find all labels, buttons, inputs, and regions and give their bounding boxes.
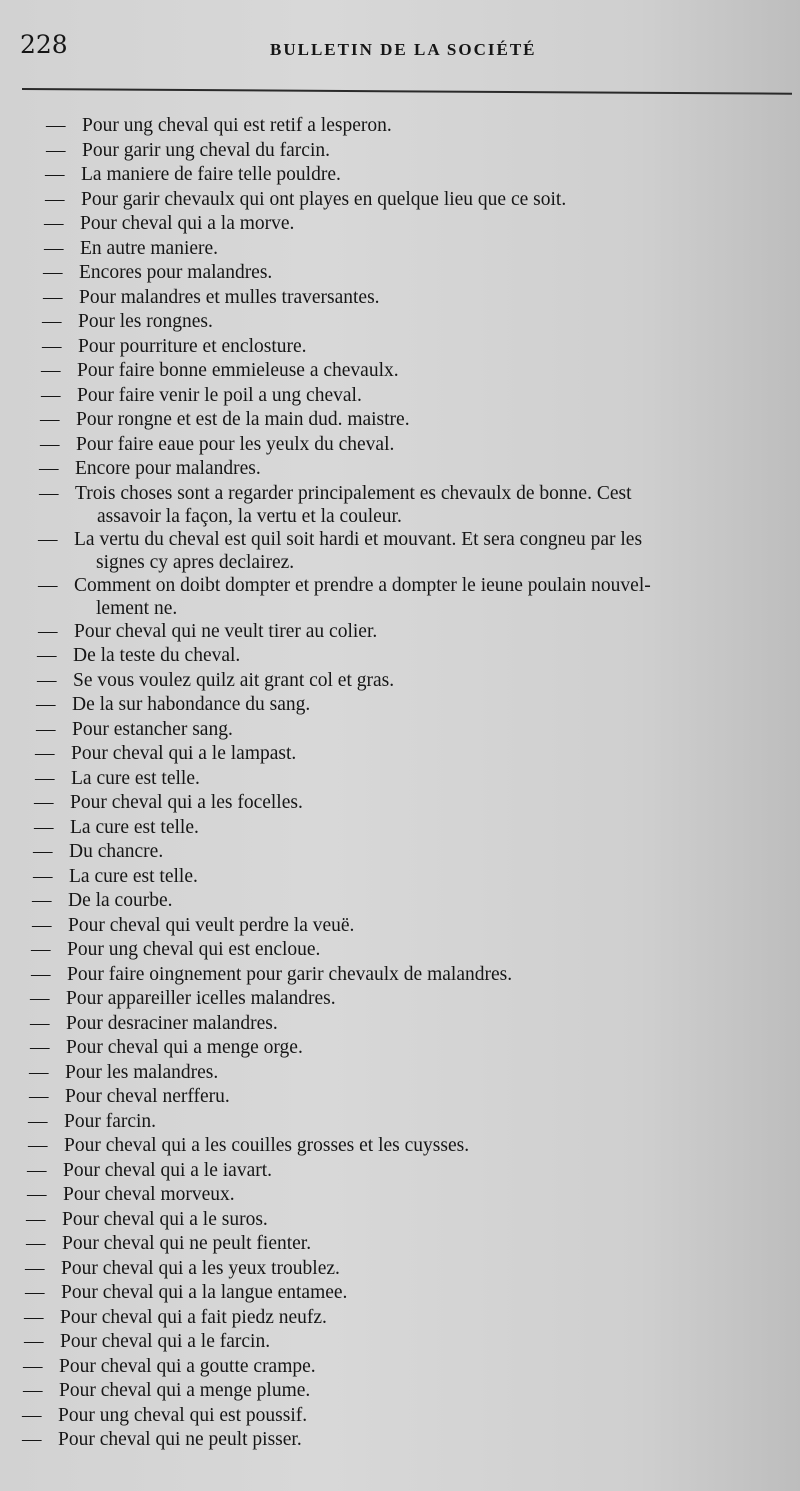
list-item: [29, 1085, 800, 1110]
entry-dash: —: [25, 1257, 45, 1279]
list-item: [39, 457, 800, 482]
list-item: [30, 987, 800, 1012]
entry-dash: —: [27, 1159, 47, 1181]
entry-text: Pour cheval qui a goutte crampe.: [59, 1355, 316, 1377]
entry-text: Pour cheval qui a les yeux troublez.: [61, 1257, 340, 1279]
list-item: [34, 816, 800, 841]
entry-text: Pour farcin.: [64, 1110, 157, 1132]
entry-dash: —: [24, 1306, 44, 1328]
entry-dash: —: [31, 963, 51, 985]
entry-text: Pour cheval qui a le suros.: [62, 1208, 268, 1230]
entry-text: Pour ung cheval qui est poussif.: [58, 1404, 308, 1426]
entry-text: La maniere de faire telle pouldre.: [81, 164, 341, 185]
entry-dash: —: [39, 482, 59, 504]
entry-dash: —: [43, 262, 63, 283]
list-item: [38, 620, 800, 645]
entry-dash: —: [29, 1086, 49, 1107]
entry-text: Pour cheval qui a le iavart.: [63, 1159, 273, 1181]
entry-text: Pour cheval qui a les couilles grosses et les cuysses.: [64, 1135, 470, 1156]
list-item: [36, 693, 800, 718]
list-item: [46, 114, 800, 139]
entry-dash: —: [44, 237, 64, 259]
list-item: [24, 1306, 800, 1331]
entry-text: Pour appareiller icelles malandres.: [66, 988, 336, 1009]
list-item: [24, 1330, 800, 1355]
entry-dash: —: [40, 409, 60, 430]
entry-text: Se vous voulez quilz ait grant col et gras.: [73, 669, 395, 691]
entry-dash: —: [30, 988, 50, 1009]
entry-dash: —: [42, 311, 62, 332]
list-item: [40, 408, 800, 433]
entry-text: Pour cheval qui a le lampast.: [71, 743, 297, 764]
entry-dash: —: [39, 458, 59, 479]
entry-dash: —: [40, 433, 60, 455]
entry-text: Pour faire oingnement pour garir chevaulx de malandres.: [67, 963, 513, 985]
entry-dash: —: [30, 1012, 50, 1034]
entry-text: La cure est telle.: [71, 767, 200, 789]
entry-dash: —: [23, 1355, 43, 1377]
list-item: [27, 1183, 800, 1208]
entry-text: Pour cheval qui a menge plume.: [59, 1380, 311, 1401]
page-number: 228: [20, 30, 68, 59]
entry-dash: —: [33, 841, 53, 862]
list-item: [41, 384, 800, 409]
entry-text: Pour cheval nerfferu.: [65, 1086, 230, 1107]
entry-text: Pour faire eaue pour les yeulx du cheval.: [76, 433, 395, 455]
list-item: [32, 914, 800, 939]
list-item: [28, 1134, 800, 1159]
entry-dash: —: [46, 115, 66, 136]
entry-text: De la teste du cheval.: [73, 645, 241, 666]
entry-text: Pour rongne et est de la main dud. maistre.: [76, 409, 410, 430]
entry-text: Trois choses sont a regarder principalement es chevaulx de bonne. Cest: [75, 482, 632, 504]
entry-dash: —: [46, 139, 66, 161]
list-item: [27, 1159, 800, 1184]
entry-text: Pour cheval qui a la morve.: [80, 213, 295, 234]
entry-text: Pour cheval qui a les focelles.: [70, 792, 303, 813]
entry-text: Pour malandres et mulles traversantes.: [79, 286, 380, 308]
list-item: [26, 1232, 800, 1257]
entry-dash: —: [28, 1135, 48, 1156]
list-item: [31, 963, 800, 988]
entry-dash: —: [22, 1429, 42, 1450]
entry-text: La vertu du cheval est quil soit hardi et mouvant. Et sera congneu par les: [74, 528, 643, 550]
entry-text: La cure est telle.: [69, 865, 198, 887]
entry-dash: —: [44, 213, 64, 234]
list-item: [26, 1208, 800, 1233]
entry-text: Pour cheval qui a fait piedz neufz.: [60, 1306, 327, 1328]
list-item: [45, 188, 800, 213]
entry-text: Encores pour malandres.: [79, 262, 273, 283]
entry-text: Comment on doibt dompter et prendre a dompter le ieune poulain nouvel-: [74, 574, 651, 596]
entry-text: Pour ung cheval qui est retif a lesperon.: [82, 115, 392, 136]
entry-dash: —: [26, 1233, 46, 1254]
entry-text: Pour faire venir le poil a ung cheval.: [77, 384, 362, 406]
list-item: [23, 1355, 800, 1380]
entry-dash: —: [37, 669, 57, 691]
entry-text: Du chancre.: [69, 841, 164, 862]
list-item: [25, 1281, 800, 1306]
entry-text: Pour ung cheval qui est encloue.: [67, 939, 321, 960]
header-rule: [22, 88, 792, 95]
list-item: [43, 286, 800, 311]
list-item: [42, 310, 800, 335]
entry-dash: —: [22, 1404, 42, 1426]
entry-dash: —: [37, 645, 57, 666]
entry-dash: —: [33, 865, 53, 887]
page-header: [0, 30, 800, 70]
list-item: [34, 791, 800, 816]
entry-dash: —: [38, 574, 58, 596]
entry-dash: —: [45, 188, 65, 210]
list-item: [31, 938, 800, 963]
entry-text: Pour les rongnes.: [78, 311, 213, 332]
entry-text: Pour cheval qui ne peult pisser.: [58, 1429, 302, 1450]
list-item: [30, 1036, 800, 1061]
entry-text: Pour estancher sang.: [72, 718, 233, 740]
list-item: [46, 139, 800, 164]
list-item: [40, 433, 800, 458]
list-item: [39, 482, 800, 528]
entry-text: La cure est telle.: [70, 816, 199, 838]
list-item: [35, 742, 800, 767]
entry-dash: —: [31, 939, 51, 960]
list-item: [36, 718, 800, 743]
entry-dash: —: [34, 816, 54, 838]
entry-text: Pour cheval morveux.: [63, 1184, 235, 1205]
entry-dash: —: [35, 743, 55, 764]
entry-text: Pour garir chevaulx qui ont playes en quelque lieu que ce soit.: [81, 188, 567, 210]
entry-dash: —: [32, 890, 52, 911]
list-item: [45, 163, 800, 188]
list-item: [29, 1061, 800, 1086]
list-item: [23, 1379, 800, 1404]
entry-text: En autre maniere.: [80, 237, 219, 259]
entry-dash: —: [42, 335, 62, 357]
entry-dash: —: [25, 1282, 45, 1303]
entry-dash: —: [38, 620, 58, 642]
entry-dash: —: [43, 286, 63, 308]
entry-text: Pour cheval qui ne veult tirer au colier.: [74, 620, 378, 642]
entry-text: Encore pour malandres.: [75, 458, 261, 479]
entry-dash: —: [36, 718, 56, 740]
entry-dash: —: [34, 792, 54, 813]
entry-text: Pour cheval qui a menge orge.: [66, 1037, 303, 1058]
entry-text: Pour cheval qui a la langue entamee.: [61, 1282, 348, 1303]
entry-continuation: signes cy apres declairez.: [96, 551, 295, 573]
entry-text: Pour cheval qui a le farcin.: [60, 1331, 271, 1352]
entry-dash: —: [45, 164, 65, 185]
list-item: [22, 1404, 800, 1429]
entry-dash: —: [26, 1208, 46, 1230]
entry-text: Pour cheval qui veult perdre la veuë.: [68, 914, 355, 936]
list-item: [37, 644, 800, 669]
entry-dash: —: [32, 914, 52, 936]
running-title: BULLETIN DE LA SOCIÉTÉ: [270, 40, 537, 59]
list-item: [44, 212, 800, 237]
list-item: [25, 1257, 800, 1282]
entry-list: [0, 114, 800, 1453]
entry-dash: —: [29, 1061, 49, 1083]
entry-text: Pour garir ung cheval du farcin.: [82, 139, 330, 161]
list-item: [42, 335, 800, 360]
entry-dash: —: [28, 1110, 48, 1132]
list-item: [38, 528, 800, 574]
list-item: [32, 889, 800, 914]
entry-continuation: lement ne.: [96, 597, 178, 619]
list-item: [44, 237, 800, 262]
entry-dash: —: [27, 1184, 47, 1205]
entry-dash: —: [35, 767, 55, 789]
entry-dash: —: [24, 1331, 44, 1352]
list-item: [41, 359, 800, 384]
entry-text: De la courbe.: [68, 890, 173, 911]
entry-text: Pour desraciner malandres.: [66, 1012, 278, 1034]
list-item: [33, 840, 800, 865]
entry-text: Pour cheval qui ne peult fienter.: [62, 1233, 312, 1254]
entry-text: Pour les malandres.: [65, 1061, 219, 1083]
entry-continuation: assavoir la façon, la vertu et la couleur.: [97, 505, 402, 527]
list-item: [35, 767, 800, 792]
entry-text: De la sur habondance du sang.: [72, 694, 311, 715]
entry-dash: —: [36, 694, 56, 715]
list-item: [30, 1012, 800, 1037]
entry-dash: —: [30, 1037, 50, 1058]
entry-dash: —: [41, 360, 61, 381]
list-item: [28, 1110, 800, 1135]
entry-dash: —: [23, 1380, 43, 1401]
entry-dash: —: [38, 528, 58, 550]
list-item: [43, 261, 800, 286]
entry-text: Pour pourriture et enclosture.: [78, 335, 307, 357]
list-item: [22, 1428, 800, 1453]
entry-text: Pour faire bonne emmieleuse a chevaulx.: [77, 360, 399, 381]
list-item: [38, 574, 800, 620]
list-item: [37, 669, 800, 694]
entry-dash: —: [41, 384, 61, 406]
list-item: [33, 865, 800, 890]
